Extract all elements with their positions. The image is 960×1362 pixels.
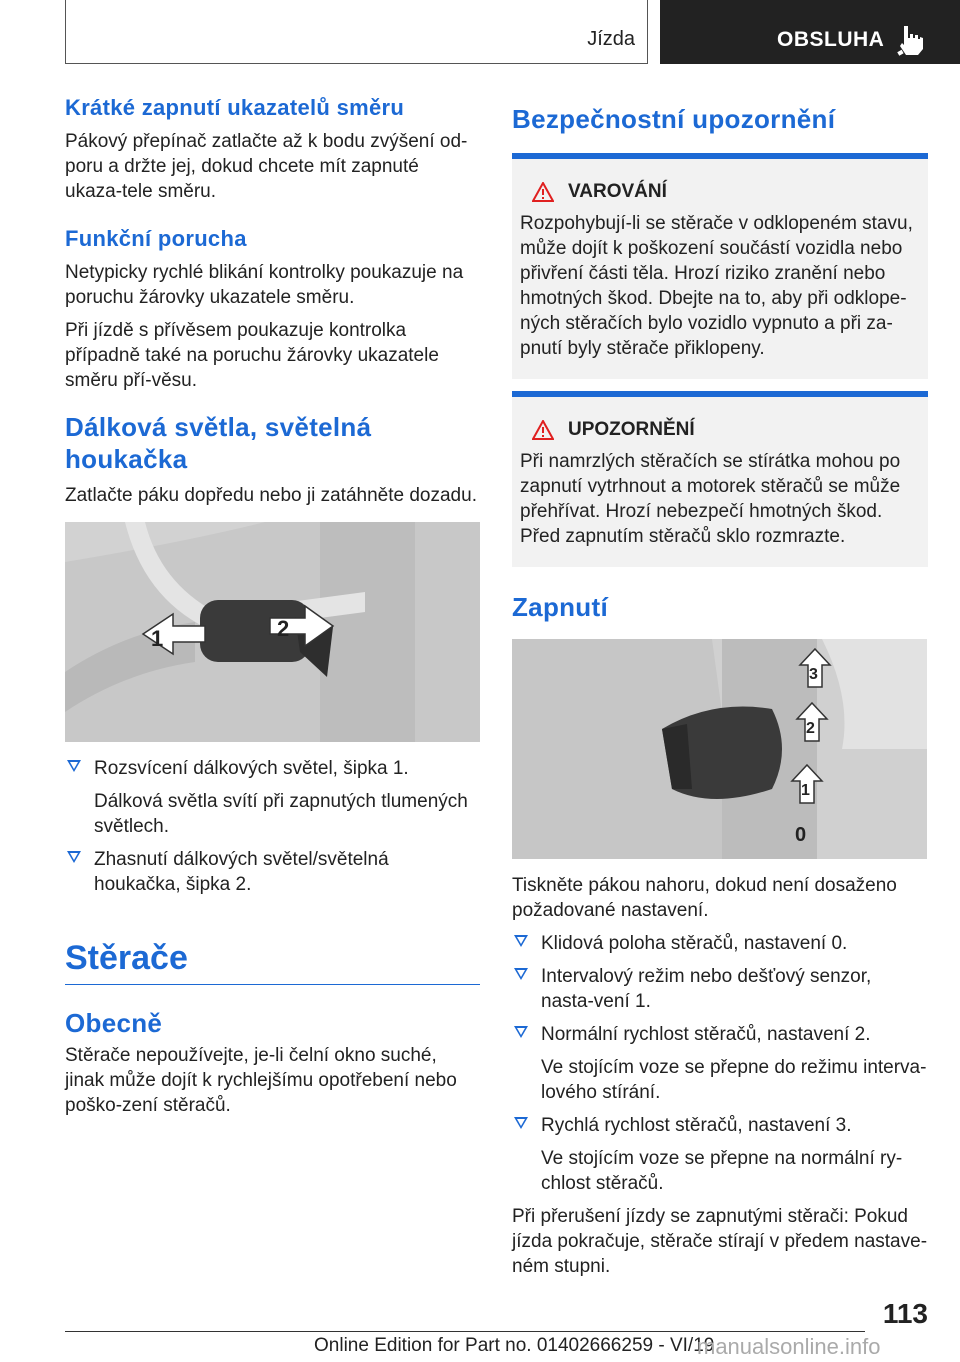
triangle-bullet-icon xyxy=(514,935,528,947)
paragraph-high-beam: Zatlačte páku dopředu nebo ji zatáhněte dozadu. xyxy=(65,485,477,506)
photo-label-3: 3 xyxy=(809,666,818,683)
heading-general: Obecně xyxy=(65,1008,163,1038)
high-beam-lever-photo xyxy=(65,522,480,742)
notice-title: UPOZORNĚNÍ xyxy=(568,419,695,440)
triangle-bullet-icon xyxy=(514,1026,528,1038)
warning-triangle-icon xyxy=(532,182,554,202)
list-item-note: Dálková světla svítí při zapnutých tlumených světlech. xyxy=(94,791,468,837)
warning-text: Rozpohybují-li se stěrače v odklopeném stavu, může dojít k poškození součástí vozidla nebo přivření části těla. Hrozí riziko zranění nebo hmotných škod. Dbejte na to, aby při odklope-ných stěračích bylo vozidlo vypnuto a při za-pnutí byly stěrače přiklopeny. xyxy=(520,213,913,359)
photo-label-2: 2 xyxy=(806,720,815,737)
chapter-title: OBSLUHA xyxy=(777,28,885,51)
header-section-tab xyxy=(65,0,648,64)
pointing-hand-icon xyxy=(896,24,924,56)
wiper-lever-photo xyxy=(512,639,927,859)
header-chapter-tab xyxy=(660,0,960,64)
warning-title: VAROVÁNÍ xyxy=(568,181,667,202)
list-item: Klidová poloha stěračů, nastavení 0. xyxy=(512,931,928,956)
heading-switch-on: Zapnutí xyxy=(512,592,608,622)
triangle-bullet-icon xyxy=(67,851,81,863)
right-column xyxy=(512,95,928,1287)
left-column xyxy=(65,95,480,1126)
list-item: Normální rychlost stěračů, nastavení 2. xyxy=(512,1022,928,1047)
paragraph-switch-on: Tiskněte pákou nahoru, dokud není dosaženo požadované nastavení. xyxy=(512,875,897,921)
notice-box xyxy=(512,391,928,567)
heading-safety-notes: Bezpečnostní upozornění xyxy=(512,104,836,134)
section-title: Jízda xyxy=(587,28,635,50)
list-item: Rychlá rychlost stěračů, nastavení 3. xyxy=(512,1113,928,1138)
footer-divider xyxy=(65,1331,865,1332)
paragraph-general: Stěrače nepoužívejte, je-li čelní okno suché, jinak může dojít k rychlejšímu opotřebení nebo poško-zení stěračů. xyxy=(65,1045,457,1116)
list-item-note: Ve stojícím voze se přepne do režimu interva-lového stírání. xyxy=(541,1057,927,1103)
triangle-bullet-icon xyxy=(514,968,528,980)
photo-label-0: 0 xyxy=(795,824,807,846)
list-item-note: Ve stojícím voze se přepne na normální ry-chlost stěračů. xyxy=(541,1148,903,1194)
triangle-bullet-icon xyxy=(67,760,81,772)
triangle-bullet-icon xyxy=(514,1117,528,1129)
paragraph-turn-signal: Pákový přepínač zatlačte až k bodu zvýšení od-poru a držte jej, dokud chcete mít zapnuté ukaza-tele směru. xyxy=(65,131,468,202)
notice-triangle-icon xyxy=(532,420,554,440)
heading-short-turn-signal: Krátké zapnutí ukazatelů směru xyxy=(65,95,405,120)
list-item: Rozsvícení dálkových světel, šipka 1. xyxy=(65,756,480,781)
heading-wipers: Stěrače xyxy=(65,939,480,985)
photo-label-1: 1 xyxy=(151,626,164,651)
footer-edition: Online Edition for Part no. 01402666259 - VI/19 xyxy=(314,1335,715,1356)
paragraph-malfunction-1: Netypicky rychlé blikání kontrolky poukazuje na poruchu žárovky ukazatele směru. xyxy=(65,262,464,308)
notice-text: Při namrzlých stěračích se stírátka mohou po zapnutí vytrhnout a motorek stěračů se může přehřívat. Hrozí nebezpečí hmotných škod. Před zapnutím stěračů sklo rozmrazte. xyxy=(520,451,901,547)
heading-high-beam: Dálková světla, světelná houkačka xyxy=(65,412,372,474)
photo-label-1: 1 xyxy=(801,782,810,799)
photo-label-2: 2 xyxy=(277,616,290,641)
paragraph-malfunction-2: Při jízdě s přívěsem poukazuje kontrolka případně také na poruchu žárovky ukazatele směru pří-věsu. xyxy=(65,320,439,391)
list-item: Intervalový režim nebo dešťový senzor, nasta-vení 1. xyxy=(512,964,928,1014)
footer-brand[interactable]: manualsonline.info xyxy=(697,1334,881,1359)
heading-malfunction: Funkční porucha xyxy=(65,226,247,251)
page-number: 113 xyxy=(882,1298,928,1329)
paragraph-final: Při přerušení jízdy se zapnutými stěrači: Pokud jízda pokračuje, stěrače stírají v předem nastave-ném stupni. xyxy=(512,1206,928,1277)
warning-box xyxy=(512,153,928,379)
list-item: Zhasnutí dálkových světel/světelná houkačka, šipka 2. xyxy=(65,847,480,897)
